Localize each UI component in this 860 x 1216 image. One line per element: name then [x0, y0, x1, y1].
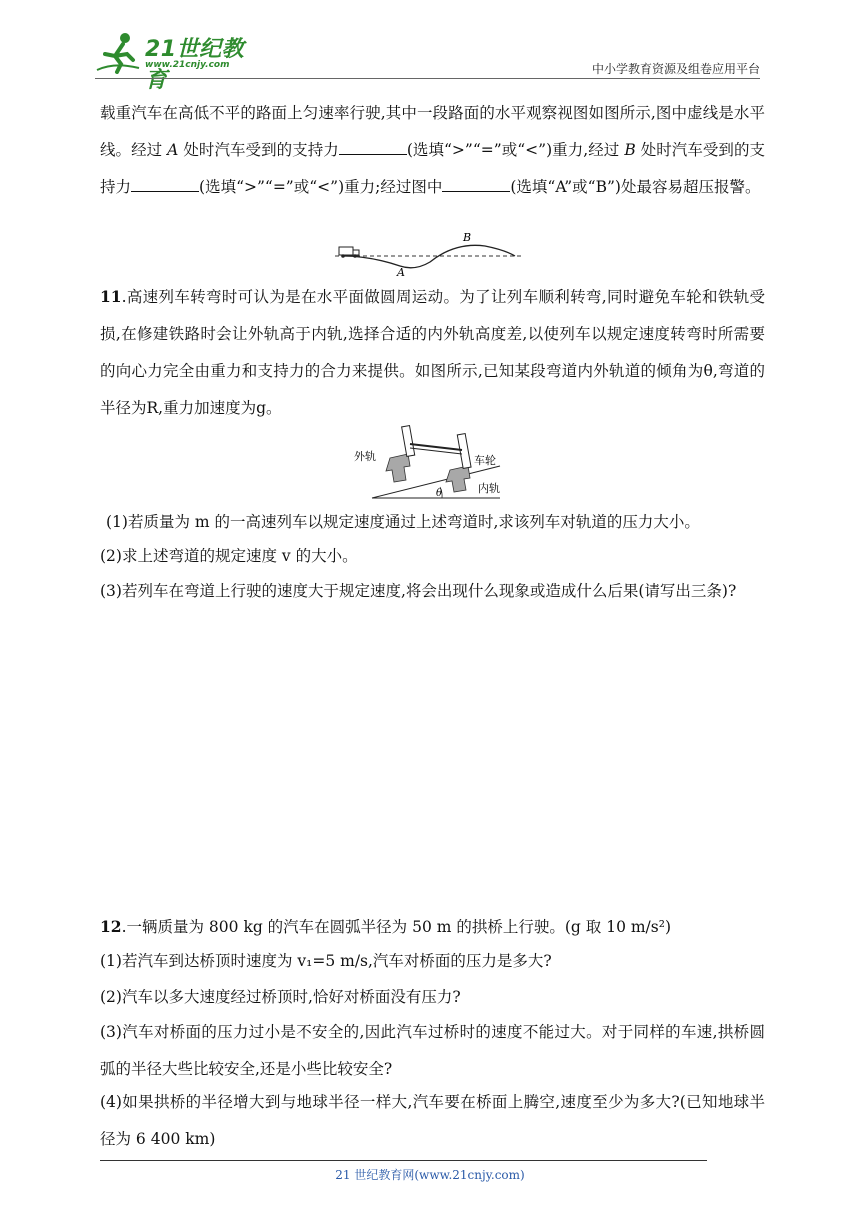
inner-rail-label: 内轨: [478, 482, 500, 495]
answer-blank-3[interactable]: [442, 177, 510, 192]
q10-line1: 载重汽车在高低不平的路面上匀速率行驶,其中一段路面的水平观察视图如图所示,图中虚线是水平线。经过: [100, 104, 765, 159]
q10-var-b: B: [624, 141, 636, 159]
logo-url-text: www.21cnjy.com: [145, 60, 230, 70]
fig-label-a: A: [397, 266, 405, 278]
q11-sub1: (1)若质量为 m 的一高速列车以规定速度通过上述弯道时,求该列车对轨道的压力大小。: [106, 513, 700, 531]
page-header: [95, 30, 760, 93]
q11-number: 11: [100, 287, 122, 306]
fig-label-b: B: [463, 232, 472, 244]
outer-rail: [386, 454, 410, 482]
road-curve: [343, 245, 515, 267]
q11-stem: [100, 278, 765, 427]
runner-logo-icon: [95, 32, 141, 74]
footer-divider: [100, 1160, 707, 1161]
theta-label: θ: [436, 488, 443, 499]
banked-track-figure: [350, 420, 510, 502]
q12-sub3: (3)汽车对桥面的压力过小是不安全的,因此汽车过桥时的速度不能过大。对于同样的车速,拱桥圆弧的半径大些比较安全,还是小些比较安全?: [100, 1023, 765, 1078]
outer-rail-label: 外轨: [354, 450, 376, 463]
site-logo[interactable]: [95, 30, 265, 93]
header-divider: [95, 78, 760, 79]
answer-blank-2[interactable]: [131, 177, 199, 192]
platform-title: 中小学教育资源及组卷应用平台: [591, 62, 760, 76]
q12-sub2: (2)汽车以多大速度经过桥顶时,恰好对桥面没有压力?: [100, 988, 461, 1006]
road-profile-figure: [335, 232, 525, 278]
q12-number: 12: [100, 917, 122, 936]
q12-sub1: (1)若汽车到达桥顶时速度为 v₁=5 m/s,汽车对桥面的压力是多大?: [100, 952, 552, 970]
q10-line3: 处时汽车受到的支持力: [100, 141, 765, 196]
q12-stem-text: .一辆质量为 800 kg 的汽车在圆弧半径为 50 m 的拱桥上行驶。(g 取 10 m/s²): [121, 918, 671, 936]
footer-link[interactable]: 21 世纪教育网(www.21cnjy.com): [335, 1168, 525, 1182]
q10-var-a: A: [167, 141, 179, 159]
q11-stem-text: .高速列车转弯时可认为是在水平面做圆周运动。为了让列车顺利转弯,同时避免车轮和铁轨受损,在修建铁路时会让外轨高于内轨,选择合适的内外轨高度差,以使列车以规定速度转弯时所需要的向心力完全由重力和支持力的合力来提供。如图所示,已知某段弯道内外轨道的倾角为θ,弯道的半径为R,重力加速度为g。: [100, 288, 765, 417]
q10-opt2: (选填“>”“=”或“<”)重力;经过图中: [199, 178, 443, 196]
q12-stem: [100, 908, 765, 946]
answer-blank-1[interactable]: [339, 140, 407, 155]
logo-brand-text: 21世纪教育: [145, 37, 245, 93]
q11-sub2: (2)求上述弯道的规定速度 v 的大小。: [100, 547, 358, 565]
inner-rail: [446, 466, 470, 492]
q10-line2: 处时汽车受到的支持力: [183, 141, 339, 159]
q10-opt3: (选填“A”或“B”)处最容易超压报警。: [510, 178, 761, 196]
wheel-axle: [402, 426, 471, 469]
q12-sub4: (4)如果拱桥的半径增大到与地球半径一样大,汽车要在桥面上腾空,速度至少为多大?(已知地球半径为 6 400 km): [100, 1093, 765, 1148]
wheel-label: 车轮: [474, 454, 496, 467]
q10-text: [100, 95, 765, 206]
q11-sub3: (3)若列车在弯道上行驶的速度大于规定速度,将会出现什么现象或造成什么后果(请写出三条)?: [100, 582, 737, 600]
q10-opt1: (选填“>”“=”或“<”)重力,经过: [406, 141, 620, 159]
